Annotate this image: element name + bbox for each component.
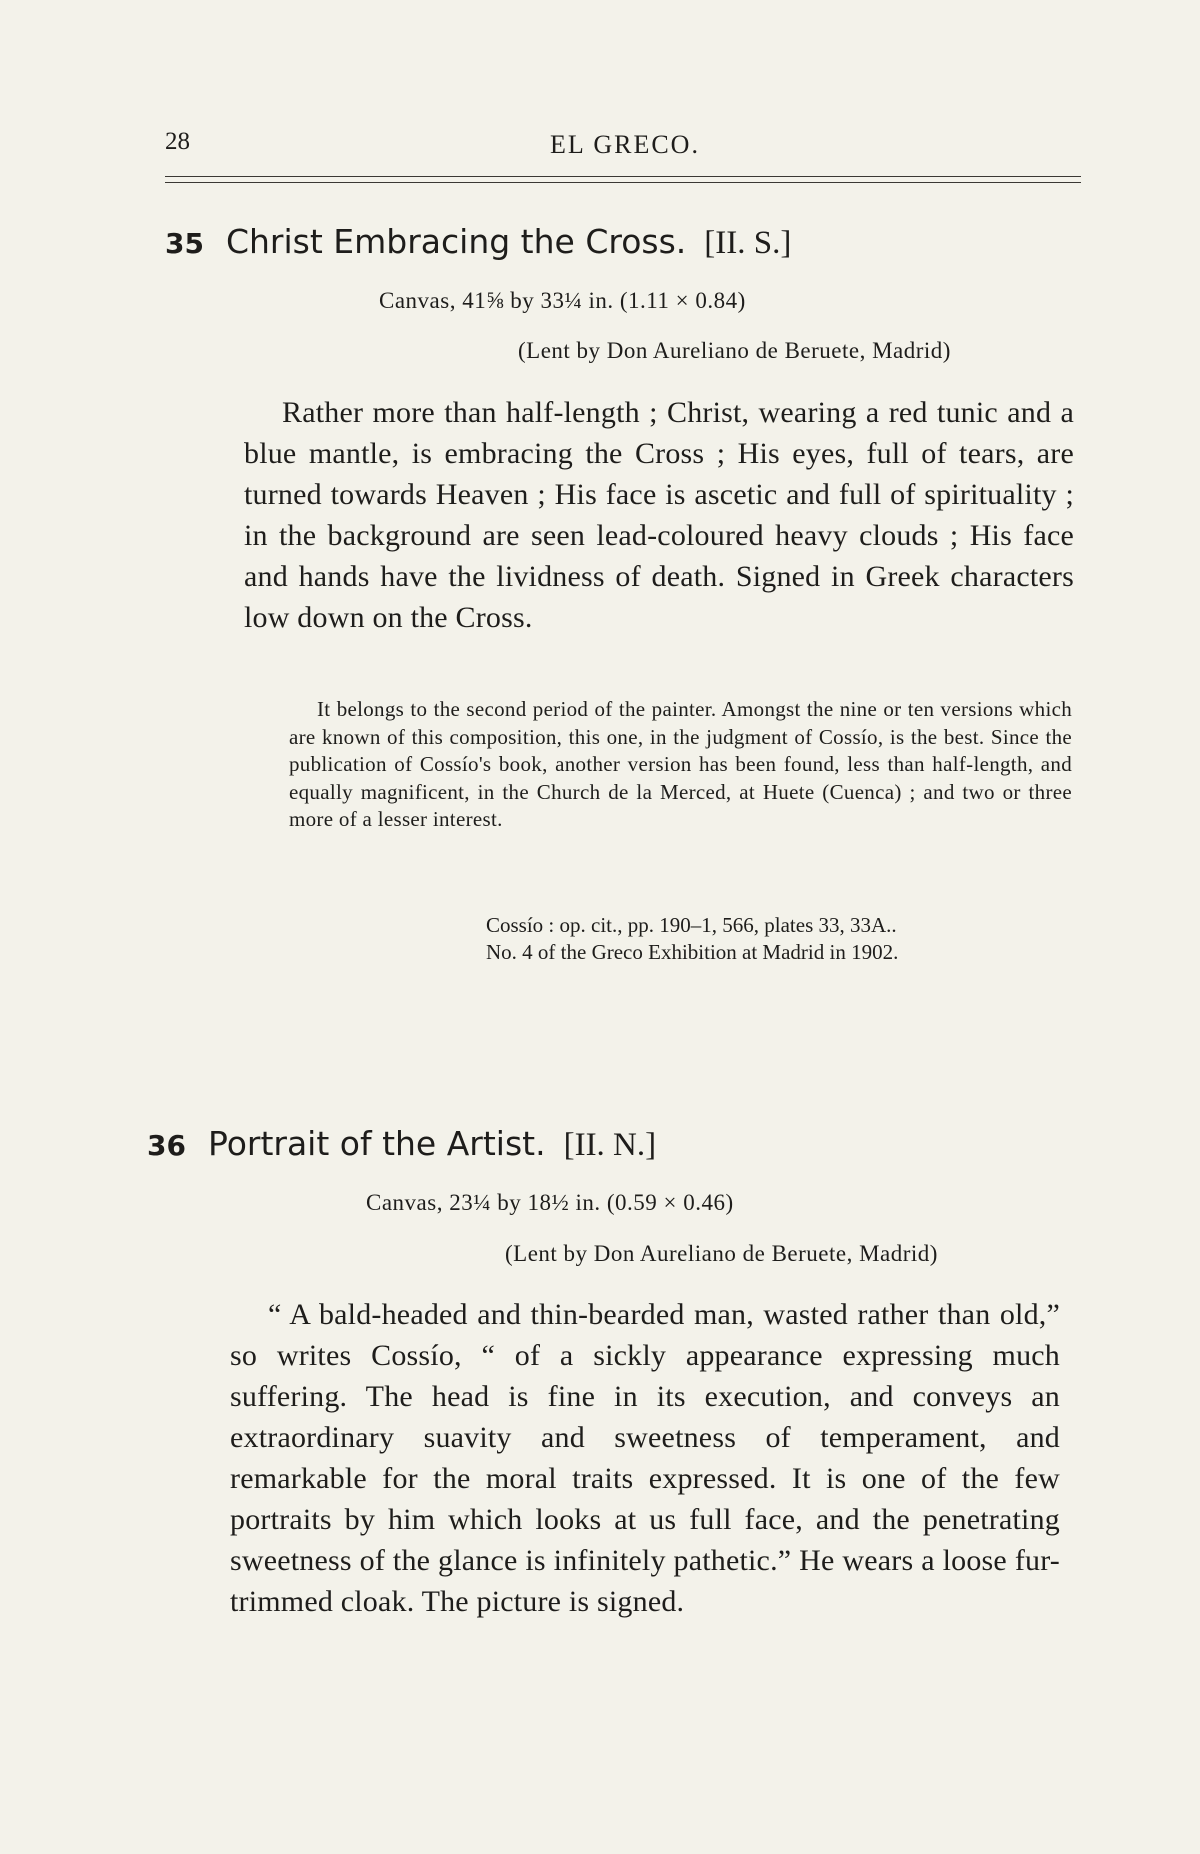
running-title: EL GRECO.	[550, 130, 700, 159]
entry-lender: (Lent by Don Aureliano de Beruete, Madrid)	[505, 1241, 938, 1266]
entry-medium: Canvas, 23¼ by 18½ in. (0.59 × 0.46)	[366, 1190, 734, 1215]
entry-description	[230, 1294, 1060, 1622]
entry-lender: (Lent by Don Aureliano de Beruete, Madrid)	[518, 338, 951, 363]
description-text: “ A bald-headed and thin-bearded man, wasted rather than old,” so writes Cossío, “ of a sickly appearance expressing much suffering. The head is fine in its execution, and conveys an extraordinary suavity and sweetness of temperament, and remarkable for the moral traits expressed. It is one of the few portraits by him which looks at us full face, and the penetrating sweetness of the glance is infinitely pathetic.” He wears a loose fur-trimmed cloak. The picture is signed.	[230, 1298, 1060, 1618]
entry-number: 36	[147, 1129, 186, 1162]
entry-location: [II. N.]	[563, 1127, 657, 1163]
entry-medium: Canvas, 41⅝ by 33¼ in. (1.11 × 0.84)	[379, 288, 746, 313]
entry-heading	[147, 1124, 656, 1164]
entry-heading	[165, 222, 791, 262]
entry-note	[289, 696, 1072, 834]
reference-line: No. 4 of the Greco Exhibition at Madrid in 1902.	[486, 940, 899, 964]
entry-references	[486, 912, 898, 966]
entry-location: [II. S.]	[704, 225, 792, 261]
note-text: It belongs to the second period of the painter. Amongst the nine or ten versions which are known of this composition, this one, in the judgment of Cossío, is the best. Since the publication of Cossío's book, another version has been found, less than half-length, and equally magnificent, in the Church de la Merced, at Huete (Cuenca) ; and two or three more of a lesser interest.	[289, 697, 1072, 831]
header-rule-top	[165, 176, 1081, 177]
header-rule-bottom	[165, 182, 1081, 183]
entry-title: Portrait of the Artist.	[207, 1124, 546, 1163]
entry-title: Christ Embracing the Cross.	[225, 222, 687, 261]
entry-description	[244, 392, 1074, 638]
page-header	[165, 128, 1085, 168]
page-number: 28	[165, 128, 190, 155]
entry-number: 35	[165, 227, 204, 260]
reference-line: Cossío : op. cit., pp. 190–1, 566, plates 33, 33A..	[486, 913, 897, 937]
description-text: Rather more than half-length ; Christ, wearing a red tunic and a blue mantle, is embracing the Cross ; His eyes, full of tears, are turned towards Heaven ; His face is ascetic and full of spirituality ; in the background are seen lead-coloured heavy clouds ; His face and hands have the lividness of death. Signed in Greek characters low down on the Cross.	[244, 396, 1074, 634]
